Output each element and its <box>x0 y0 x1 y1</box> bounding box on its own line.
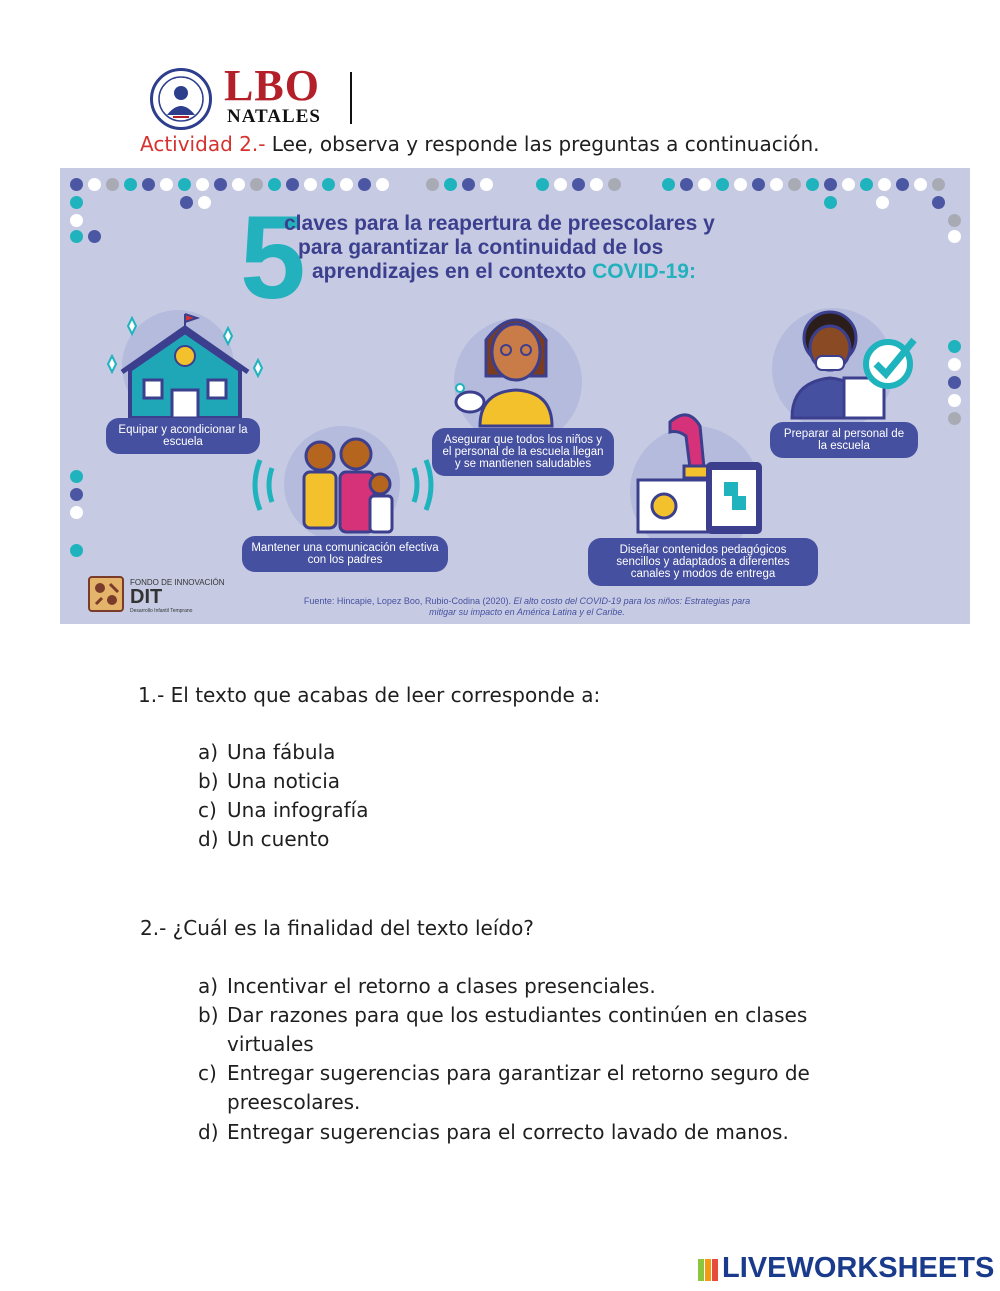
decorative-dot <box>948 340 961 353</box>
infographic-title-line3-text: aprendizajes en el contexto <box>312 260 587 283</box>
decorative-dot <box>590 178 603 191</box>
option-letter: a) <box>198 740 219 764</box>
fund-org: FONDO DE INNOVACIÓN <box>130 578 225 587</box>
decorative-dot <box>70 470 83 483</box>
option-letter: a) <box>198 974 219 998</box>
option-letter: c) <box>198 1061 217 1085</box>
option-text: Incentivar el retorno a clases presenciales. <box>227 974 656 998</box>
decorative-dot <box>948 214 961 227</box>
infographic <box>60 168 970 624</box>
decorative-dot <box>948 358 961 371</box>
decorative-dot <box>214 178 227 191</box>
school-building-icon <box>100 310 270 425</box>
option-text-continued: preescolares. <box>227 1090 361 1114</box>
decorative-dot <box>70 178 83 191</box>
decorative-dot <box>322 178 335 191</box>
decorative-dot <box>286 178 299 191</box>
decorative-dot <box>124 178 137 191</box>
decorative-dot <box>932 178 945 191</box>
decorative-dot <box>480 178 493 191</box>
liveworksheets-brand[interactable]: LIVEWORKSHEETS <box>722 1252 995 1284</box>
school-seal-icon <box>150 68 212 130</box>
question-1-prompt: 1.- El texto que acabas de leer corresponde a: <box>138 683 601 707</box>
key-label-school: Equipar y acondicionar la escuela <box>106 418 260 454</box>
option-letter: b) <box>198 1003 219 1027</box>
family-icon <box>248 430 438 540</box>
decorative-dot <box>698 178 711 191</box>
decorative-dot <box>716 178 729 191</box>
decorative-dot <box>554 178 567 191</box>
activity-instruction <box>140 132 820 156</box>
header-divider <box>350 72 352 124</box>
radio-tablet-icon <box>634 408 770 538</box>
decorative-dot <box>250 178 263 191</box>
decorative-dot <box>444 178 457 191</box>
decorative-dot <box>180 196 193 209</box>
infographic-title-line1: claves para la reapertura de preescolares y <box>284 212 715 235</box>
option-text: Entregar sugerencias para garantizar el retorno seguro de <box>227 1061 810 1085</box>
decorative-dot <box>932 196 945 209</box>
infographic-title-line2: para garantizar la continuidad de los <box>298 236 664 259</box>
decorative-dot <box>948 376 961 389</box>
teacher-check-icon <box>780 304 920 422</box>
option-letter: d) <box>198 1120 219 1144</box>
decorative-dot <box>426 178 439 191</box>
decorative-dot <box>824 196 837 209</box>
decorative-dot <box>536 178 549 191</box>
decorative-dot <box>70 214 83 227</box>
decorative-dot <box>842 178 855 191</box>
logo-title-text: LBO <box>224 61 320 110</box>
source-title: El alto costo del COVID-19 para los niños: Estrategias para mitigar su impacto en América Latina y el Caribe. <box>429 596 751 617</box>
logo-title <box>224 61 320 110</box>
option-letter: c) <box>198 798 217 822</box>
decorative-dot <box>824 178 837 191</box>
infographic-title-line3 <box>312 260 696 284</box>
decorative-dot <box>770 178 783 191</box>
decorative-dot <box>88 178 101 191</box>
question-2-prompt: 2.- ¿Cuál es la finalidad del texto leído? <box>140 916 534 940</box>
decorative-dot <box>232 178 245 191</box>
decorative-dot <box>948 394 961 407</box>
decorative-dot <box>70 196 83 209</box>
decorative-dot <box>268 178 281 191</box>
option-text: Entregar sugerencias para el correcto lavado de manos. <box>227 1120 789 1144</box>
decorative-dot <box>142 178 155 191</box>
liveworksheets-logo-icon <box>698 1259 718 1281</box>
decorative-dot <box>914 178 927 191</box>
option-text-continued: virtuales <box>227 1032 314 1056</box>
infographic-title-highlight: COVID-19: <box>592 260 696 283</box>
decorative-dot <box>304 178 317 191</box>
decorative-dot <box>70 488 83 501</box>
decorative-dot <box>160 178 173 191</box>
decorative-dot <box>734 178 747 191</box>
option-text: Una fábula <box>227 740 336 764</box>
decorative-dot <box>752 178 765 191</box>
decorative-dot <box>70 544 83 557</box>
infographic-number: 5 <box>240 192 306 324</box>
decorative-dot <box>948 412 961 425</box>
infographic-source <box>292 596 762 618</box>
decorative-dot <box>88 230 101 243</box>
decorative-dot <box>70 506 83 519</box>
decorative-dot <box>572 178 585 191</box>
dit-logo-icon <box>88 576 124 612</box>
source-citation: Fuente: Hincapie, Lopez Boo, Rubio-Codina (2020). <box>303 596 511 606</box>
activity-text: Lee, observa y responde las preguntas a continuación. <box>271 132 820 156</box>
fund-tagline: Desarrollo Infantil Temprano <box>130 608 193 614</box>
decorative-dot <box>788 178 801 191</box>
decorative-dot <box>178 178 191 191</box>
decorative-dot <box>340 178 353 191</box>
decorative-dot <box>860 178 873 191</box>
decorative-dot <box>376 178 389 191</box>
logo-subtitle: NATALES <box>227 106 321 127</box>
handwashing-person-icon <box>450 306 580 430</box>
decorative-dot <box>196 178 209 191</box>
decorative-dot <box>70 230 83 243</box>
option-text: Una infografía <box>227 798 369 822</box>
decorative-dot <box>662 178 675 191</box>
option-text: Dar razones para que los estudiantes continúen en clases <box>227 1003 808 1027</box>
fund-name: DIT <box>130 586 163 608</box>
option-text: Un cuento <box>227 827 330 851</box>
decorative-dot <box>680 178 693 191</box>
decorative-dot <box>358 178 371 191</box>
decorative-dot <box>462 178 475 191</box>
decorative-dot <box>948 230 961 243</box>
decorative-dot <box>608 178 621 191</box>
key-label-communication: Mantener una comunicación efectiva con los padres <box>242 536 448 572</box>
key-label-health: Asegurar que todos los niños y el personal de la escuela llegan y se mantienen saludables <box>432 428 614 476</box>
decorative-dot <box>896 178 909 191</box>
option-letter: d) <box>198 827 219 851</box>
activity-label: Actividad 2.- <box>140 132 266 156</box>
key-label-staff: Preparar al personal de la escuela <box>770 422 918 458</box>
decorative-dot <box>878 178 891 191</box>
key-label-content: Diseñar contenidos pedagógicos sencillos y adaptados a diferentes canales y modos de entrega <box>588 538 818 586</box>
decorative-dot <box>876 196 889 209</box>
option-letter: b) <box>198 769 219 793</box>
option-text: Una noticia <box>227 769 341 793</box>
decorative-dot <box>106 178 119 191</box>
decorative-dot <box>806 178 819 191</box>
decorative-dot <box>198 196 211 209</box>
